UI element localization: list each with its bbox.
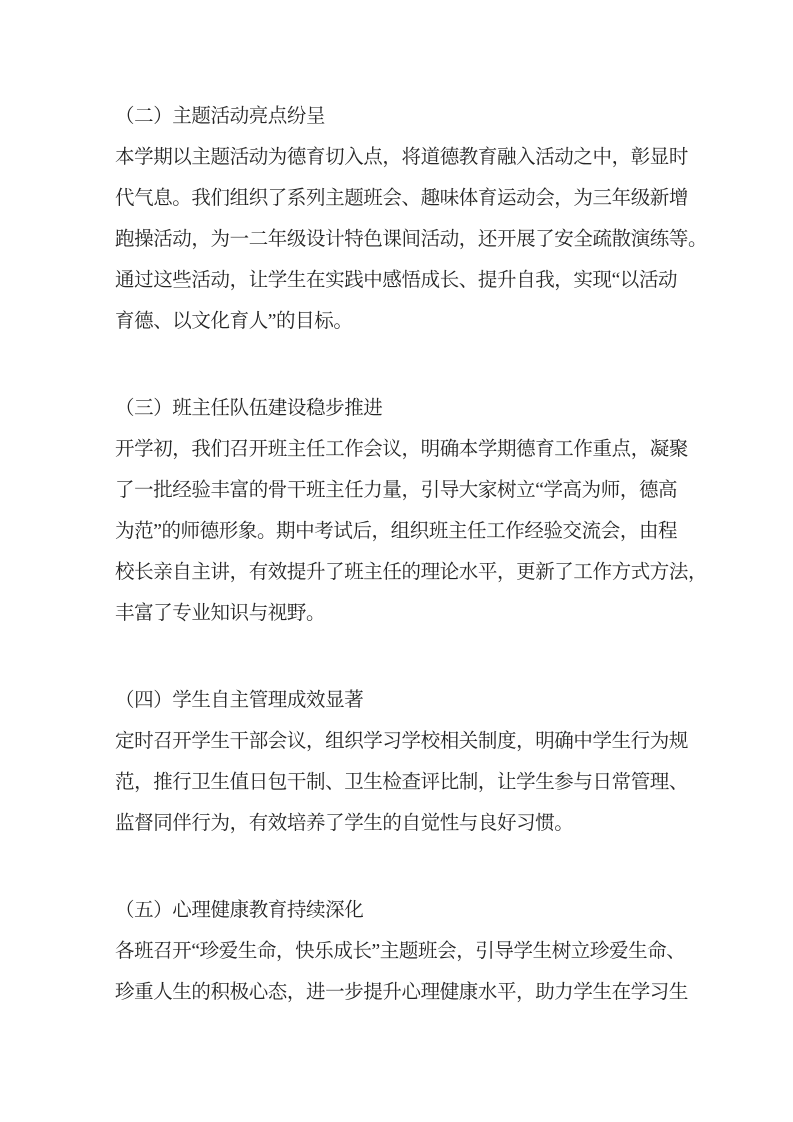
text-line: 珍重人生的积极心态，进一步提升心理健康水平，助力学生在学习生	[115, 982, 689, 1003]
section-heading: （四）学生自主管理成效显著	[115, 690, 364, 711]
text-line: 为范”的师德形象。期中考试后，组织班主任工作经验交流会，由程	[115, 521, 678, 542]
section-heading: （五）心理健康教育持续深化	[115, 900, 364, 921]
section-heading: （三）班主任队伍建设稳步推进	[115, 398, 383, 419]
text-line: 监督同伴行为，有效培养了学生的自觉性与良好习惯。	[115, 813, 574, 834]
text-line: 定时召开学生干部会议，组织学习学校相关制度，明确中学生行为规	[115, 731, 689, 752]
document-content	[115, 96, 707, 1013]
text-line: 通过这些活动，让学生在实践中感悟成长、提升自我，实现“以活动	[115, 270, 678, 291]
section-theme-activities	[115, 96, 707, 342]
text-line: 各班召开“珍爱生命，快乐成长”主题班会，引导学生树立珍爱生命、	[115, 941, 686, 962]
text-line: 本学期以主题活动为德育切入点，将道德教育融入活动之中，彰显时	[115, 147, 689, 168]
text-line: 丰富了专业知识与视野。	[115, 603, 326, 624]
section-head-teacher-team	[115, 388, 707, 634]
section-mental-health-education	[115, 890, 707, 1013]
text-line: 范，推行卫生值日包干制、卫生检查评比制，让学生参与日常管理、	[115, 772, 689, 793]
section-heading: （二）主题活动亮点纷呈	[115, 106, 326, 127]
section-student-self-management	[115, 680, 707, 844]
text-line: 跑操活动，为一二年级设计特色课间活动，还开展了安全疏散演练等。	[115, 229, 708, 250]
text-line: 育德、以文化育人”的目标。	[115, 311, 353, 332]
text-line: 校长亲自主讲，有效提升了班主任的理论水平，更新了工作方式方法，	[115, 562, 708, 583]
text-line: 了一批经验丰富的骨干班主任力量，引导大家树立“学高为师，德高	[115, 480, 678, 501]
text-line: 代气息。我们组织了系列主题班会、趣味体育运动会，为三年级新增	[115, 188, 689, 209]
text-line: 开学初，我们召开班主任工作会议，明确本学期德育工作重点，凝聚	[115, 439, 689, 460]
